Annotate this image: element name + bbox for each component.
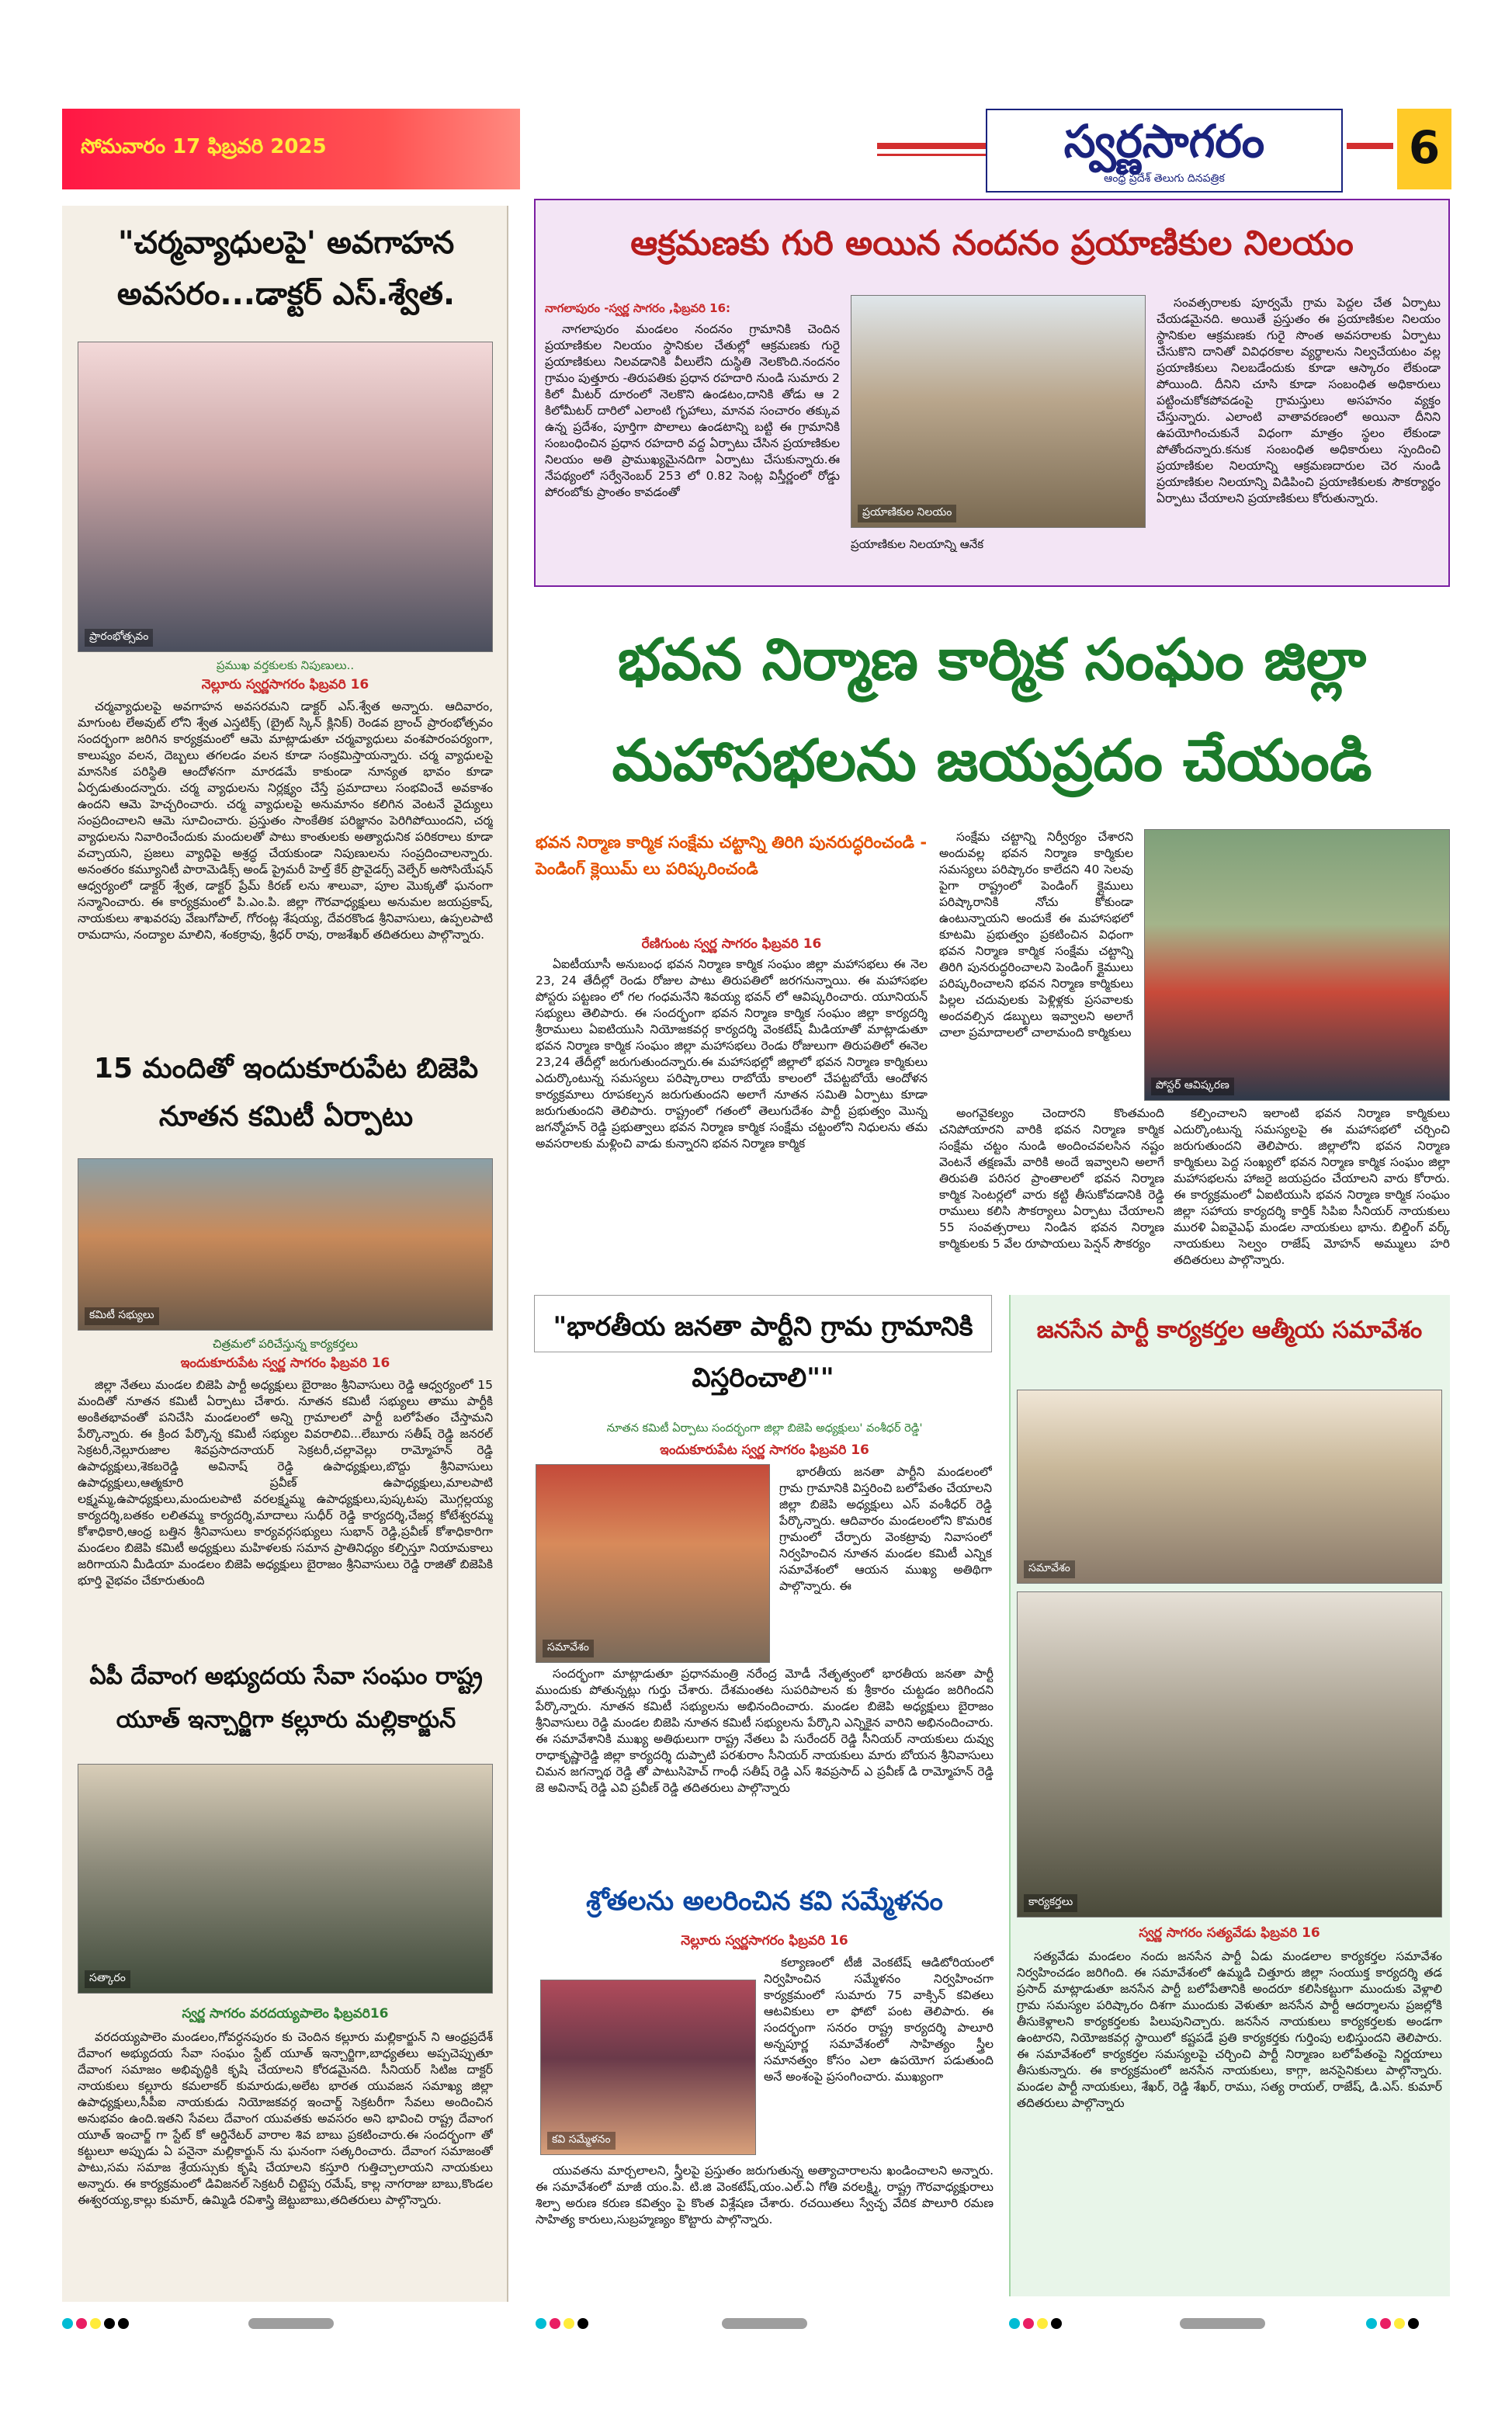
body-construction-col2-text: సంక్షేమ చట్టాన్ని నిర్వీర్యం చేశారని అందువల్ల భవన నిర్మాణ కార్మికుల సమస్యలు పరిష్కారం కాలేదని 40 సెలవు పైగా రాష్ట్రంలో పెండింగ్ క్లైములు పరిష్కారానికి నోచు కోకుండా ఉంటున్నాయని అందుకే ఈ మహాసభలో కూటమి ప్రభుత్వం ప్రకటించిన విధంగా భవన నిర్మాణ కార్మిక సంక్షేమ చట్టాన్ని తిరిగి పునరుద్ధరించాలని పెండింగ్ క్లైములు పరిష్కరించాలని భవన నిర్మాణ కార్మికులు పిల్లల చదువులకు పెళ్లిళ్లకు ప్రసవాలకు అందవల్సిన డబ్బులు ఇవ్వాలని అలాగే చాలా ప్రమాదాలలో చాలామంది కార్మికులు [939,830,1133,1039]
registration-bar-1 [248,2317,334,2332]
photo-label-bus-shelter: ప్రయాణికుల నిలయం [858,505,956,522]
logo-box [986,109,1343,193]
reg-dot-magenta-4 [1380,2318,1391,2329]
reg-dot-yellow-3 [1037,2318,1048,2329]
logo: స్వర్ణసాగరం [1063,115,1265,168]
body-construction-col2 [939,829,1133,1101]
headline-devanga: ఏపీ దేవాంగ అభ్యుదయ సేవా సంఘం రాష్ట్ర యూత్ ఇన్చార్జిగా కల్లూరు మల్లికార్జున్ [89,1663,483,1734]
body-janasena [1017,1949,1442,2290]
body-construction-col3 [1174,1105,1450,1281]
body-construction-wide [939,1105,1164,1281]
photo-bjp-meeting [536,1464,770,1663]
photo-label-janasena-2: కార్యకర్తలు [1024,1894,1077,1912]
body-janasena-text: సత్యవేడు మండలం నందు జనసేన పార్టీ ఏడు మండలాల కార్యకర్తల సమావేశం నిర్వహించడం జరిగింది. ఈ సమావేశంలో ఉమ్మడి చిత్తూరు జిల్లా సంయుక్త కార్యదర్శి తడ ప్రసాద్ మాట్లాడుతూ జనసేన పార్టీ బలోపేతానికి అందరూ కలిసికట్టుగా ముందుకు వెళ్లాలి గ్రామ సమస్యల పరిష్కారం దిశగా ముందుకు వెళుతూ జనసేన పార్టీ ఆదర్శాలను ప్రజల్లోకి తీసుకెళ్లాలని కార్యకర్తలకు పిలుపునిచ్చారు. జనసేన నాయకులు కార్యకర్తలకు అండగా ఉంటారని, నియోజకవర్గ స్థాయిలో కష్టపడే ప్రతి కార్యకర్తకు గుర్తింపు లభిస్తుందని తెలిపారు. ఈ సమావేశంలో కార్యకర్తల సమస్యలపై చర్చించి పార్టీ నిర్మాణం బలోపేతంపై నిర్ణయాలు తీసుకున్నారు. ఈ కార్యక్రమంలో జనసేన నాయకులు, కాగ్గా, జనసైనికులు పాల్గొన్నారు. మండల పార్టీ నాయకులు, శేఖర్, రెడ్డి శేఖర్, రాము, సత్య రాయల్, రాజేష్, డి.ఎస్. కుమార్ తదితరులు పాల్గొన్నారు [1017,1949,1442,2110]
photo-label-devanga: సత్కారం [85,1970,130,1988]
photo-label-poet: కవి సమ్మేళనం [547,2132,616,2150]
body-construction-wide-text: అంగవైకల్యం చెందారని కొంతమంది చనిపోయారని వారికి భవన నిర్మాణ కార్మిక సంక్షేమ చట్టం నుండి అందించవలసిన నష్టం వెంటనే తక్షణమే వారికి అందే ఇవ్వాలని అలాగే తిరుపతి పరిసర ప్రాంతాలలో భవన నిర్మాణ కార్మిక సెంటర్లలో వారు కట్టి తీసుకోవడానికి రెడ్డి రాములు కలిసి సౌకర్యాలు ఏర్పాటు చేయాలని 55 సంవత్సరాలు నిండిన భవన నిర్మాణ కార్మికులకు 5 వేల రూపాయలు పెన్షన్ సౌకర్యం [939,1106,1164,1251]
headline-nandanam: ఆక్రమణకు గురి అయిన నందనం ప్రయాణికుల నిలయం [630,224,1354,263]
body-poets-side [764,1955,994,2158]
photo-label-dermatology: ప్రారంభోత్సవం [85,629,153,647]
headline-bjp-committee: 15 మందితో ఇందుకూరుపేట బిజెపి నూతన కమిటీ ఏర్పాటు [93,1053,479,1133]
registration-marks-4 [1366,2317,1459,2333]
body-poets-wide-text: యువతను మార్చలాలని, స్త్రీలపై ప్రస్తుతం జరుగుతున్న అత్యాచారాలను ఖండించాలని అన్నారు. ఈ సమావేశంలో మాజీ యం.పి. టి.జి వెంకటేష్,యం.ఎల్.ఏ గోతి వరలక్ష్మి, రాష్ట్ర గౌరవాధ్యక్షురాలు శిల్పా అరుణ కరుణ కవిత్వం పై కొంత విశ్లేషణ చేశారు. రచయితలు స్వేచ్ఛ వేదిక పొలూరి రమణ సాహిత్య కారులు,సుబ్రహ్మణ్యం కొట్టారు పాల్గొన్నారు. [536,2164,994,2226]
body-poets-wide [536,2163,994,2279]
body-bjp-village-side-text: భారతీయ జనతా పార్టీని మండలంలో గ్రామ గ్రామానికి విస్తరించి బలోపేతం చేయాలని జిల్లా బిజెపి అధ్యక్షులు ఎస్ వంశీధర్ రెడ్డి పేర్కొన్నారు. ఆదివారం మండలంలోని కొమరిక గ్రామంలో చేర్పారు వెంకట్రావు నివాసంలో నిర్వహించిన నూతన మండల కమిటీ ఎన్నిక సమావేశంలో ఆయన ముఖ్య అతిథిగా పాల్గొన్నారు. ఈ [779,1465,992,1593]
registration-marks-3 [1009,2317,1164,2333]
photo-label-janasena-1: సమావేశం [1024,1560,1075,1578]
photo-construction [1144,829,1450,1101]
photo-janasena-2 [1017,1591,1442,1918]
headline-poets: శ్రోతలను అలరించిన కవి సమ్మేళనం [586,1886,943,1917]
headline-dermatology: "చర్మవ్యాధులపై' అవగాహన అవసరం...డాక్టర్ ఎస్.శ్వేత. [116,225,456,312]
banner-line1: భవన నిర్మాణ కార్మిక సంఘం జిల్లా [617,626,1367,693]
date-text: సోమవారం 17 ఫిబ్రవరి 2025 [81,135,327,158]
reg-dot-magenta-2 [550,2318,560,2329]
body-devanga [78,2029,493,2293]
masthead-rule-right [1347,143,1393,149]
banner-line2: మహాసభలను జయప్రదం చేయండి [612,727,1372,794]
page-number: 6 [1408,121,1441,174]
body-construction-col1-text: ఏఐటీయూసీ అనుబంధ భవన నిర్మాణ కార్మిక సంఘం జిల్లా మహాసభలు ఈ నెల 23, 24 తేదీల్లో రెండు రోజుల పాటు తిరుపతిలో జరగనున్నాయి. ఈ మహాసభల పోస్టరు పట్టణం లో గల గంధమనేని శివయ్య భవన్ లో ఆవిష్కరించారు. యూనియన్ సభ్యులు తెలిపారు. ఈ సందర్భంగా భవన నిర్మాణ కార్మిక సంఘం జిల్లా కార్యదర్శి శ్రీరాములు ఏఐటియుసి నియోజకవర్గ కార్యదర్శి వెంకటేష్ మీడియాతో మాట్లాడుతూ భవన నిర్మాణ కార్మిక సంఘం జిల్లా మహాసభలు రెండు రోజులుగా తిరుపతిలో ఈనెల 23,24 తేదీల్లో జరుగుతుందన్నారు.ఈ మహాసభల్లో జిల్లాలో భవన నిర్మాణ కార్మికులు ఎదుర్కొంటున్న సమస్యలు పరిష్కారాలు రాబోయే కాలంలో చేపట్టబోయే ఆందోళన కార్యక్రమాలు రూపకల్పన జరుగుతుందని అలాగే నూతన సమితి ఏర్పాటు కూడా జరుగుతుందని తెలిపారు. రాష్ట్రంలో గతంలో తెలుగుదేశం పార్టీ ప్రభుత్వం మొన్న జగన్మోహన్ రెడ్డి ప్రభుత్వాలు భవన నిర్మాణ కార్మిక సంక్షేమ చట్టంలోని నిధులను తమ అవసరాలకు మళ్లించి వాడు కున్నారని భవన నిర్మాణ కార్మిక [536,957,928,1151]
dateline-bjp-village: ఇందుకూరుపేట స్వర్ణ సాగరం ఫిబ్రవరి 16 [660,1442,869,1458]
dateline-bjp-committee: ఇందుకూరుపేట స్వర్ణ సాగరం ఫిబ్రవరి 16 [180,1355,390,1371]
dateline-nandanam: నాగలాపురం -స్వర్ణ సాగరం ,ఫిబ్రవరి 16: [545,301,731,315]
body-nandanam-right-text: సంవత్సరాలకు పూర్వమే గ్రామ పెద్దల చేత ఏర్పాటు చేయడమైనది. అయితే ప్రస్తుతం ఈ ప్రయాణికుల నిలయం స్థానికుల ఆక్రమణకు గురై సొంత అవసరాలకు ఏర్పాటు చేసుకొని దానితో వివిధరకాల వ్యర్థాలను నిల్వచేయటం వల్ల ప్రయాణికులు నిలబడేందుకు కూడా ఆస్కారం లేకుండా పోయింది. దీనిని చూసి కూడా సంబంధిత అధికారులు పట్టించుకోకపోవడంపై గ్రామస్తులు అసహనం వ్యక్తం చేస్తున్నారు. ఎలాంటి వాతావరణంలో అయినా దీనిని ఉపయోగించుకునే విధంగా మాత్రం స్థలం లేకుండా పోతోందన్నారు.కనుక సంబంధిత అధికారులు స్పందించి ప్రయాణికుల నిలయాన్ని ఆక్రమణదారుల చెర నుండి ప్రయాణికుల నిలయాన్ని విడిపించి ప్రయాణికులకు సౌకర్యార్థం ఏర్పాటు చేయాలని ప్రయాణికులు కోరుతున్నారు. [1157,296,1441,505]
headline-bjp-village: "భారతీయ జనతా పార్టీని గ్రామ గ్రామానికి విస్తరించాలి"" [553,1311,973,1393]
reg-dot-yellow [90,2318,101,2329]
body-dermatology [78,699,493,1009]
registration-bar-3 [1180,2317,1265,2332]
body-devanga-text: వరదయ్యపాలెం మండలం,గోవర్ధనపురం కు చెందిన కల్లూరు మల్లికార్జున్ ని ఆంధ్రప్రదేశ్ దేవాంగ అభ్యుదయ సేవా సంఘం స్టేట్ యూత్ ఇన్చార్జిగా,బాధ్యతలు అప్పచెప్పుతూ దేవాంగ సమాజం అభివృద్ధికి కృషి చేయాలని కోరడమైనది. సీనియర్ సిటిజ దాక్టర్ నాయకులు కల్లూరు కమలాకర్ కుమారుడు,అలేట భారత యువజన సమాఖ్య జిల్లా ఉపాధ్యక్షులు,సీపీఐ నాయకుడు నియోజకవర్గ ఇంచార్జ్ సెక్రటరీగా సేవలు అందించిన అనుభవం ఉంది.ఇతని సేవలు దేవాంగ యువతకు అవసరం అని భావించి రాష్ట్ర దేవాంగ యూత్ ఇంచార్జ్ గా స్టేట్ కో ఆర్డినేటర్ వారాల శివ బాబు ప్రకటించారు.ఈ సందర్భంగా తో కట్టులూ అప్పుడు ఏ పనైనా మల్లికార్జున్ ను ఘనంగా సత్కరించారు. దేవాంగ సమాజంతో పాటు,సమ సమాజ శ్రేయస్సుకు కృషి చేయాలని కస్తూరి గుత్తిచ్చాలాయని నాయకులు అన్నారు. ఈ కార్యక్రమంలో డివిజనల్ సెక్రటరీ చిట్టెప్ప రమేష్, కాల్ల నాగరాజు బాబు,కొండల ఈశ్వరయ్య,కాల్లు కుమార్, ఉమ్మిడి రవిశాస్త్రి జెట్టుబాబు,తదితరులు పాల్గొన్నారు. [78,2030,493,2207]
reg-dot-magenta [76,2318,87,2329]
reg-dot-magenta-3 [1023,2318,1034,2329]
headline-janasena: జనసేన పార్టీ కార్యకర్తల ఆత్మీయ సమావేశం [1036,1317,1423,1344]
photo-caption-nandanam: ప్రయాణికుల నిలయాన్ని ఆనేక [851,537,984,551]
body-nandanam-right [1157,295,1441,578]
reg-dot-cyan-2 [536,2318,546,2329]
logo-subtitle: ఆంధ్ర ప్రదేశ్ తెలుగు దినపత్రిక [1104,172,1225,185]
photo-bjp-committee [78,1158,493,1331]
photo-label-bjp-committee: కమిటీ సభ్యులు [85,1307,159,1325]
photo-devanga [78,1764,493,1994]
body-bjp-village-wide-text: సందర్భంగా మాట్లాడుతూ ప్రధానమంత్రి నరేంద్ర మోడీ నేతృత్వంలో భారతీయ జనతా పార్టీ ముందుకు పోతున్నట్లు గుర్తు చేశారు. దేశమంతట సుపరిపాలన కు శ్రీకారం చుట్టడం జరిగిందని పేర్కొన్నారు. నూతన కమిటీ సభ్యులను అభినందించారు. మండల బిజెపి అధ్యక్షులు బైరాజం శ్రీనివాసులు రెడ్డి మండల బిజెపి నూతన కమిటీ సభ్యులను పేర్కొని ఎన్నికైన వారిని అభినందించారు. ఈ సమావేశానికి ముఖ్య అతిథులుగా రాష్ట్ర నేతలు పి సురేందర్ రెడ్డి సీనియర్ నాయకులు దువ్వు రాధాకృష్ణారెడ్డి జిల్లా కార్యదర్శి దుప్పాటి పరశురాం సీనియర్ నాయకులు మారు బోయన శ్రీనివాసులు చిమన జగన్నాథ రెడ్డి తో పాటుసిహెచ్ గాంధీ సతీష్ రెడ్డి ఎస్ శివప్రసాద్ ఎ ప్రవీణ్ డి రామ్మోహన్ రెడ్డి జె అవినాష్ రెడ్డి ఎవి ప్రవీణ్ రెడ్డి తదితరులు పాల్గొన్నారు [536,1667,994,1795]
registration-bar-2 [722,2317,807,2332]
caption-bjp-committee: చిత్రమలో పరిచేస్తున్న కార్యకర్తలు [213,1337,358,1351]
caption-dermatology: ప్రముఖ వర్తకులకు నిపుణులు.. [216,658,355,672]
dateline-construction: రేణిగుంట స్వర్ణ సాగరం ఫిబ్రవరి 16 [641,936,822,952]
registration-marks-1 [62,2317,217,2333]
subhead-construction: భవన నిర్మాణ కార్మిక సంక్షేమ చట్టాన్ని తిరిగి పునరుద్ధరించండి - పెండింగ్ క్లెయిమ్ లు పరిష్కరించండి [536,833,928,878]
reg-dot-yellow-2 [564,2318,574,2329]
reg-dot-black-3 [577,2318,588,2329]
body-bjp-village-side [779,1464,992,1663]
dateline-devanga: స్వర్ణ సాగరం వరదయ్యపాలెం ఫిబ్రవరి16 [182,2006,389,2022]
body-bjp-village-wide [536,1666,994,1869]
photo-label-bjp-meeting: సమావేశం [543,1640,594,1657]
reg-dot-black-4 [1051,2318,1062,2329]
reg-dot-black-5 [1408,2318,1419,2329]
reg-dot-cyan-3 [1009,2318,1020,2329]
masthead [62,109,1451,194]
dateline-poets: నెల్లూరు స్వర్ణసాగరం ఫిబ్రవరి 16 [681,1933,848,1949]
photo-label-construction: పోస్టర్ ఆవిష్కరణ [1151,1078,1234,1095]
photo-bus-shelter [851,295,1146,528]
body-bjp-committee-text: జిల్లా నేతలు మండల బిజెపి పార్టీ అధ్యక్షులు బైరాజం శ్రీనివాసులు రెడ్డి ఆధ్వర్యంలో 15 మందితో నూతన కమిటీ ఏర్పాటు చేశారు. నూతన కమిటీ సభ్యులు తాము పార్టీకి అంకితభావంతో పనిచేసి మండలంలో అన్ని గ్రామాలలో పార్టీ బలోపేతం చేస్తామని పేర్కొన్నారు. ఈ క్రింద పేర్కొన్న కమిటీ సభ్యుల వివరాలివి...లేబూరు సతీష్ రెడ్డి జనరల్ సెక్రటరీ,నెల్లూరుజాల శివప్రసాదనాయర్ సెక్రటరీ,చల్లావెల్లు రామ్మోహన్ రెడ్డి ఉపాధ్యక్షులు,శెకబరెడ్డి అవినాష్ రెడ్డి ఉపాధ్యక్షులు,బొద్దు శ్రీనివాసులు ఉపాధ్యక్షులు,ఆత్మకూరి ప్రవీణ్ ఉపాధ్యక్షులు,మాలపాటి లక్ష్మమ్మ,ఉపాధ్యక్షులు,మందులపాటి వరలక్ష్మమ్మ ఉపాధ్యక్షులు,పుష్కటపు మొగ్గల్లయ్య కార్యదర్శి,బతకం లలితమ్మ కార్యదర్శి,మాదాలు సుధీర్ రెడ్డి కార్యదర్శి,చేజర్ల కోటేశ్వరమ్మ కోశాధికారి,ఆంధ్ర బత్తిన శ్రీనివాసులు కార్యవర్గసభ్యులు సుభాన్ రెడ్డి,ప్రవీణ్ కోశాధికారిగా మండలం బిజెపి కమిటీ అధ్యక్షులు మహిళలకు సమాన ప్రాతినిధ్యం కల్పిస్తూ నియామకాలు జరిగాయని మీడియా మండలం బిజెపి అధ్యక్షులు బైరాజం శ్రీనివాసులు రెడ్డి రాజితో బిజెపికి భూర్తి వైభవం చేకూరుతుంది [78,1378,493,1588]
body-dermatology-text: చర్మవ్యాధులపై అవగాహన అవసరమని డాక్టర్ ఎస్.శ్వేత అన్నారు. ఆదివారం, మాగుంట లేఅవుట్ లోని శ్వేత ఎస్తటిక్స్ (బ్రైట్ స్కిన్ క్లినిక్) రెండవ బ్రాంచ్ ప్రారంభోత్సవం సందర్భంగా జరిగిన కార్యక్రమంలో ఆమె మాట్లాడుతూ చర్మవ్యాధులు వంశపారంపర్యంగా, కాలుష్యం వలన, దెబ్బలు తగలడం వలన కూడా సంక్రమిస్తాయన్నారు. చర్మ వ్యాధులపై మానసిక పరిస్థితి ఆందోళనగా మారడమే కాకుండా నూన్యత భావం కూడా ఏర్పడుతుందన్నారు. చర్మ వ్యాధులను నిర్లక్ష్యం చేస్తే ప్రమాదాలు సంభవించే అవకాశం ఉందని ఆమె హెచ్చరించారు. చర్మ వ్యాధులపై అనుమానం కలిగిన వెంటనే వైద్యులు సంప్రదించాలని ఆమె సూచించారు. ప్రస్తుతం సాంకేతిక పరిజ్ఞానం పెరిగిపోయిందని, చర్మ వ్యాధులను నివారించేందుకు మందులతో పాటు కాంతులకు అత్యాధునిక పరికరాలు కూడా వచ్చాయని, ప్రజలు వ్యాధిపై అశ్రద్ధ చేయకుండా నిపుణులను సంప్రదించాలన్నారు. అనంతరం కమ్యూనిటీ పారామెడిక్స్ అండ్ ప్రైమరీ హెల్త్ కేర్ ప్రొవైడర్స్ వెల్ఫేర్ అసోసియేషన్ ఆధ్వర్యంలో డాక్టర్ శ్వేత, డాక్టర్ ప్రేమ్ కిరణ్ లను శాలువా, పూల మొక్కతో ఘనంగా సన్మానించారు. ఈ కార్యక్రమంలో పి.ఎం.పి. జిల్లా గౌరవాధ్యక్షులు అనుమల జయప్రకాష్, నాయకులు శాఖవరపు వేణుగోపాల్, గోరంట్ల శేషయ్య, దేవరకొండ శ్రీనివాసులు, ఉప్పలపాటి రామదాసు, నంద్యాల మాలిని, శంకర్రావు, శ్రీధర్ రావు, రాజశేఖర్ తదితరులు పాల్గొన్నారు. [78,699,493,942]
dateline-janasena: స్వర్ణ సాగరం సత్యవేడు ఫిబ్రవరి 16 [1139,1925,1320,1941]
photo-poet [540,1980,756,2155]
body-poets-side-text: కల్యాణంలో టీజీ వెంకటేష్ ఆడిటోరియంలో నిర్వహించిన సమ్మేళనం నిర్వహించగా కార్యక్రమంలో సుమారు 75 వాక్సిన్ కవితలు ఆటవికులు లా ఫోటో పంట తెలిపారు. ఈ సందర్భంగా సనరం రాష్ట్ర కార్యదర్శి పాలూరి అన్నపూర్ణ సమావేశంలో సాహిత్యం స్త్రీల సమానత్వం కోసం ఎలా ఉపయోగ పడుతుంది అనే అంశంపై ప్రసంగించారు. ముఖ్యంగా [764,1956,994,2084]
photo-dermatology [78,342,493,652]
reg-dot-black [104,2318,115,2329]
body-construction-col1 [536,956,928,1281]
reg-dot-cyan [62,2318,73,2329]
body-construction-col3-text: కల్పించాలని ఇలాంటి భవన నిర్మాణ కార్మికులు ఎదుర్కొంటున్న సమస్యలపై ఈ మహాసభలో చర్చించి జరుగుతుందని తెలిపారు. జిల్లాలోని భవన నిర్మాణ కార్మికులు పెద్ద సంఖ్యలో భవన నిర్మాణ కార్మిక సంఘం జిల్లా మహాసభలను హాజరై జయప్రదం చేయాలని వారు కోరారు. ఈ కార్యక్రమంలో ఏఐటియుసి భవన నిర్మాణ కార్మిక సంఘం జిల్లా సహాయ కార్యదర్శి కార్తిక్ సిపిఐ సీనియర్ నాయకులు మురళి ఏఐవైఎఫ్ మండల నాయకులు భాను. బిల్డింగ్ వర్క్ నాయకులు సెల్వం రాజేష్ మోహన్ అమ్ములు హరి తదితరులు పాల్గొన్నారు. [1174,1106,1450,1267]
reg-dot-black-2 [118,2318,129,2329]
photo-janasena-1 [1017,1390,1442,1584]
body-nandanam-left [545,321,840,578]
registration-marks-2 [536,2317,691,2333]
page-number-box [1397,109,1451,189]
reg-dot-cyan-4 [1366,2318,1377,2329]
reg-dot-yellow-4 [1394,2318,1405,2329]
subhead-bjp-village: నూతన కమిటీ ఏర్పాటు సందర్భంగా జిల్లా బిజెపి అధ్యక్షులు' వంశీధర్ రెడ్డి' [606,1422,923,1435]
dateline-dermatology: నెల్లూరు స్వర్ణసాగరం ఫిబ్రవరి 16 [201,677,369,692]
body-nandanam-left-text: నాగలాపురం మండలం నందనం గ్రామానికి చెందిన ప్రయాణికుల నిలయం స్థానికుల చేతుల్లో ఆక్రమణకు గురై ప్రయాణికులు నిలవడానికి వీలులేని దుస్థితి నెలకొంది.నందనం గ్రామం పుత్తూరు -తిరుపతికు ప్రధాన రహదారి నుండి సుమారు 2 కిలో మీటర్ దూరంలో నెలకొని ఉండటం,దానికి తోడు ఆ 2 కిలోమీటర్ దారిలో ఎలాంటి గృహాలు, మానవ సంచారం తక్కువ ఉన్న ప్రదేశం, పూర్తిగా పొలాలు ఉండటాన్ని బట్టి ఈ గ్రామానికి సంబంధించిన ప్రధాన రహదారి వద్ద ఏర్పాటు చేసిన ప్రయాణికుల నిలయం అతి ప్రాముఖ్యమైనదిగా ఏర్పాటు చేసుకున్నారు.ఈ నేపథ్యంలో సర్వేనెంబర్ 253 లో 0.82 సెంట్ల విస్తీర్ణంలో రోడ్డు పోరంబోకు ప్రాంతం కావడంతో [545,322,840,499]
body-bjp-committee [78,1377,493,1624]
